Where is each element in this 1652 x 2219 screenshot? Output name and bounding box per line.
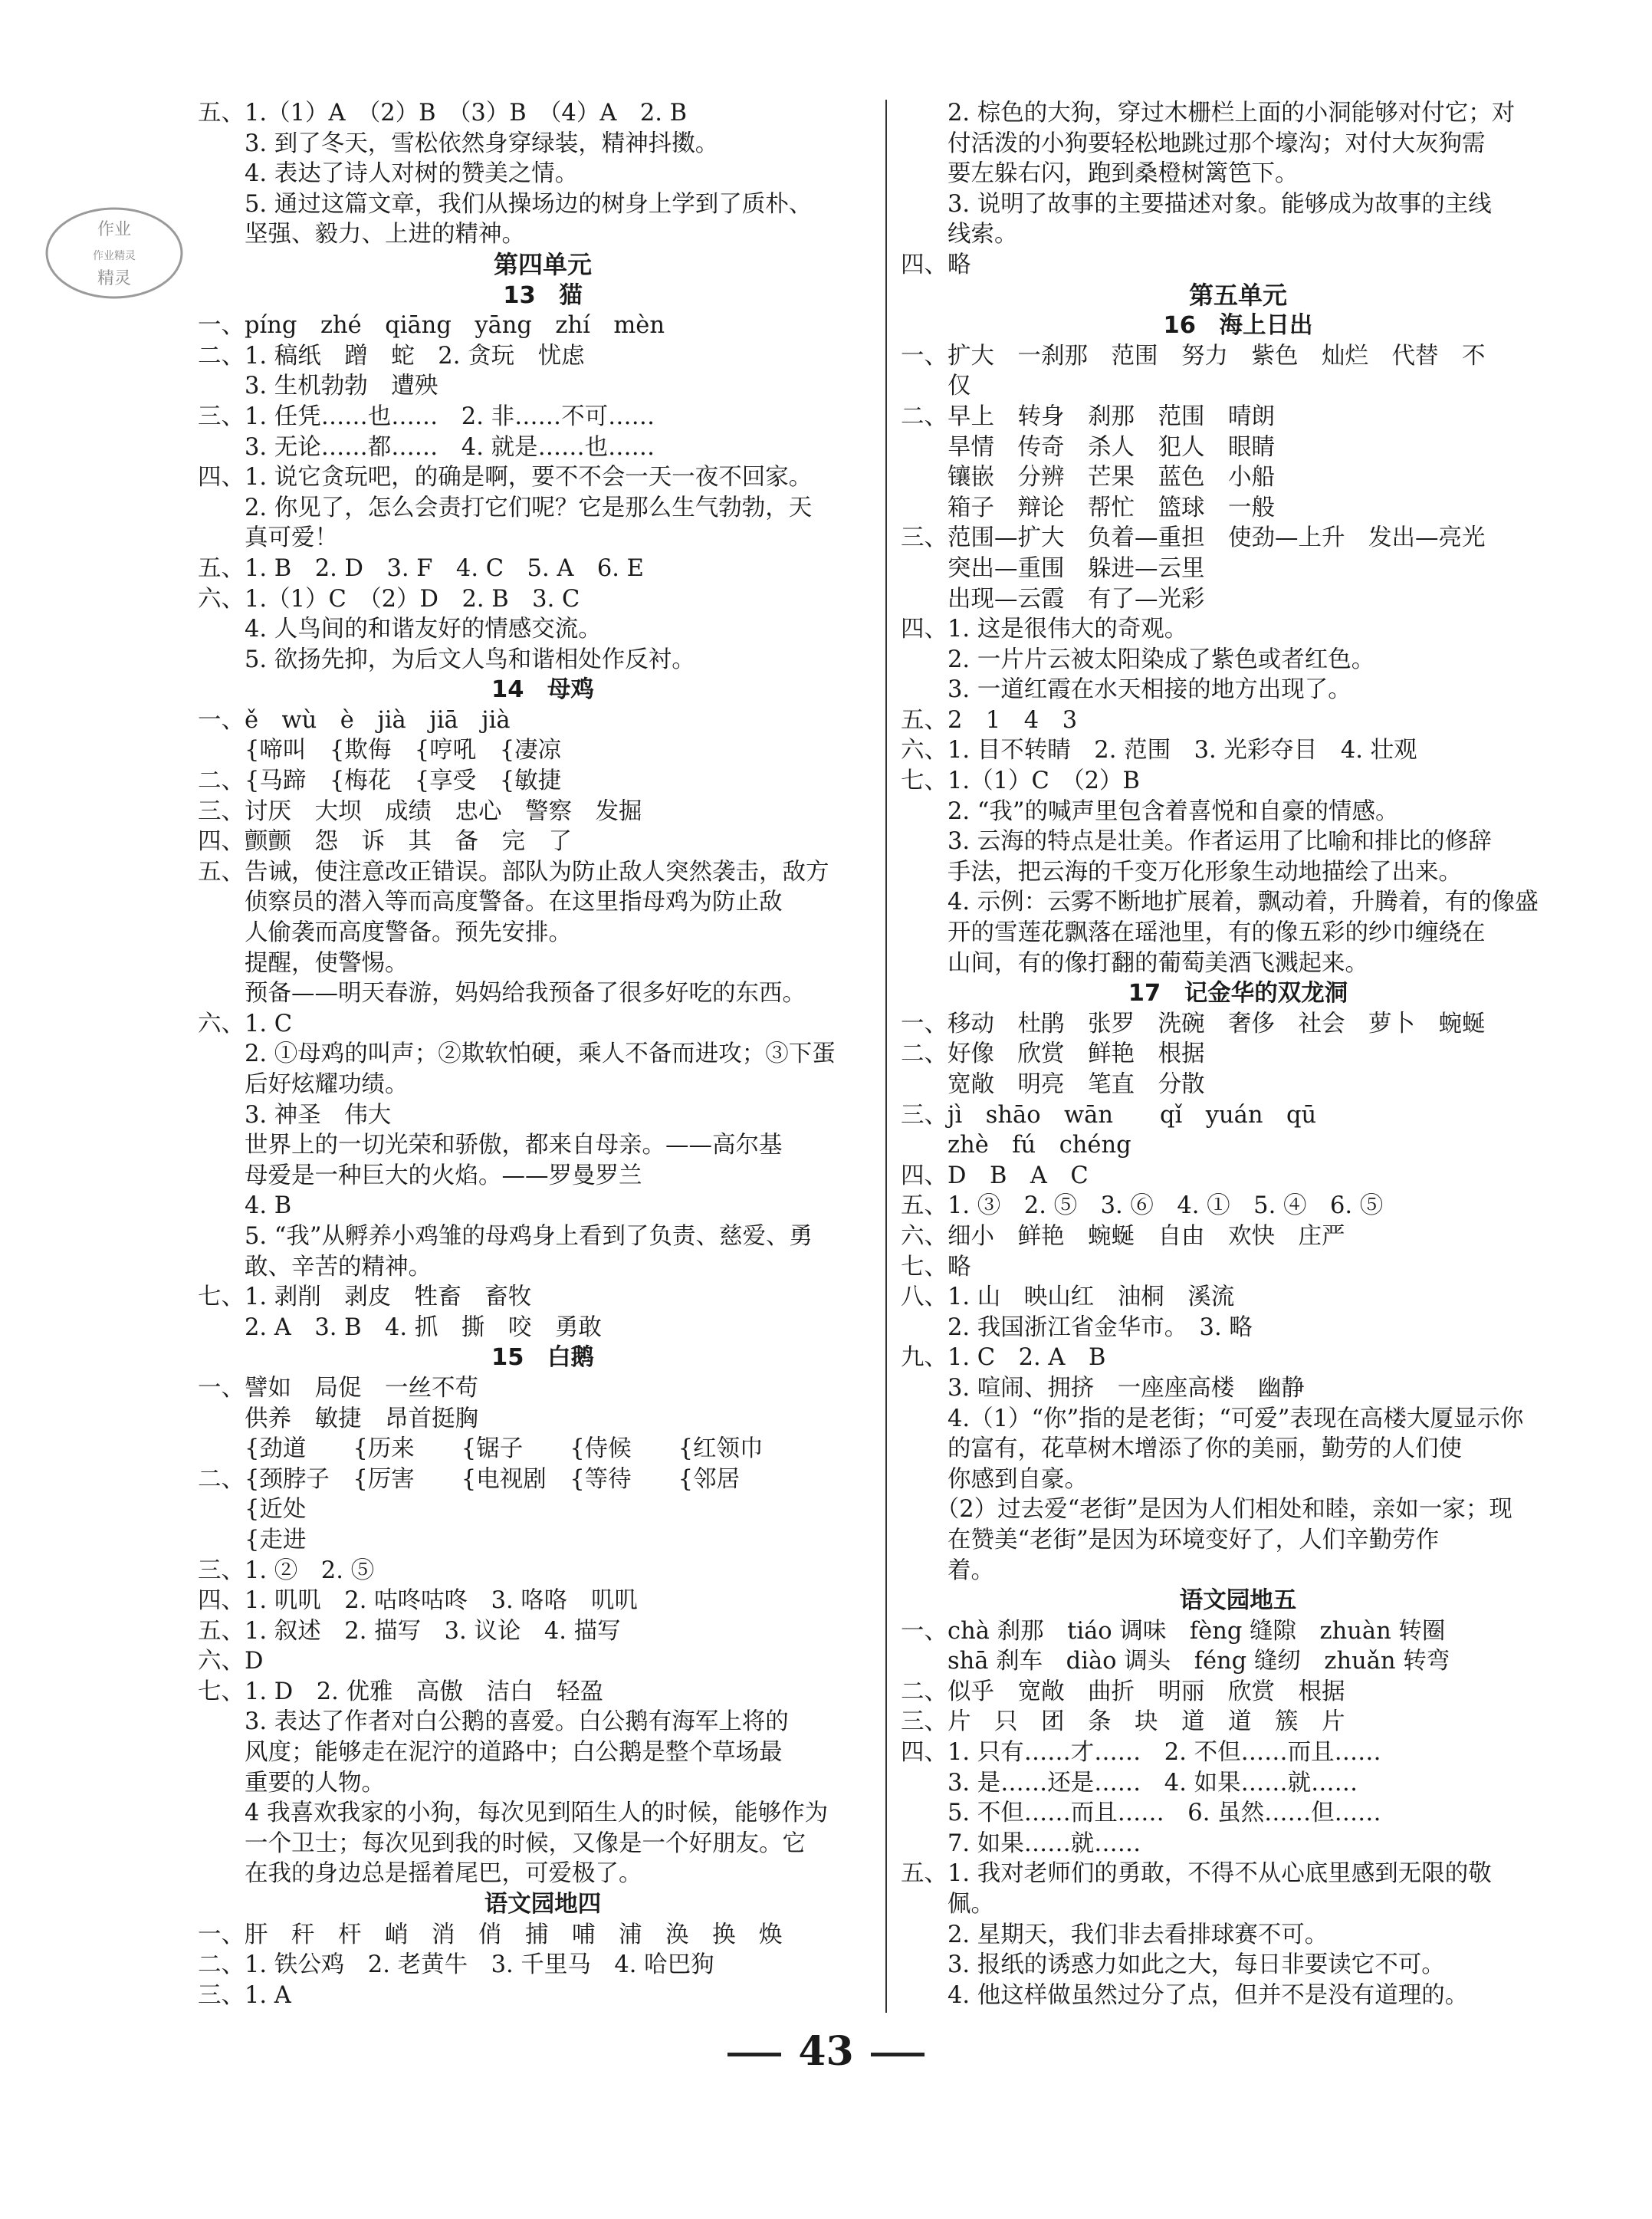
answer-line: {啼叫 {欺侮 {哼吼 {凄凉 [198,737,562,764]
answer-line: 一个卫士；每次见到我的时候，又像是一个好朋友。它 [198,1829,806,1857]
page-number: 43 [798,2028,854,2075]
answer-line: 八、1. 山 映山红 油桐 溪流 [901,1284,1235,1311]
answer-line: 后好炫耀功绩。 [198,1071,409,1098]
answer-line: 3. 报纸的诱惑力如此之大，每日非要读它不可。 [901,1951,1445,1979]
answer-line: 2. 星期天，我们非去看排球赛不可。 [901,1921,1328,1948]
section-heading: 第四单元 [493,249,592,279]
left-answer-column [198,98,888,2010]
answer-line: 五、1. 叙述 2. 描写 3. 议论 4. 描写 [198,1617,621,1645]
answer-line: 三、片 只 团 条 块 道 道 簇 片 [901,1708,1345,1736]
answer-line: 二、1. 铁公鸡 2. 老黄牛 3. 千里马 4. 哈巴狗 [198,1951,714,1979]
answer-line: 3. 喧闹、拥挤 一座座高楼 幽静 [901,1374,1305,1402]
answer-line: 二、似乎 宽敞 曲折 明丽 欣赏 根据 [901,1678,1345,1705]
answer-line: 敢、辛苦的精神。 [198,1253,432,1280]
answer-line: 一、píng zhé qiāng yāng zhí mèn [198,312,665,340]
answer-line: 二、好像 欣赏 鲜艳 根据 [901,1040,1205,1068]
answer-line: 一、移动 杜鹃 张罗 洗碗 奢侈 社会 萝卜 蜿蜒 [901,1010,1486,1037]
answer-line: 着。 [901,1557,994,1584]
answer-line: 4. B [198,1192,292,1220]
answer-line: 突出—重围 躲进—云里 [901,554,1205,582]
answer-line: 七、1. D 2. 优雅 高傲 洁白 轻盈 [198,1678,604,1705]
answer-line: 开的雪莲花飘落在瑶池里，有的像五彩的纱巾缠绕在 [901,919,1486,947]
section-heading: 14 母鸡 [491,676,594,704]
column-divider [885,100,887,2013]
answer-line: 7. 如果……就…… [901,1829,1141,1857]
section-heading: 第五单元 [1188,280,1287,310]
answer-line: 五、1. 我对老师们的勇敢，不得不从心底里感到无限的敬 [901,1860,1492,1888]
answer-line: 侦察员的潜入等而高度警备。在这里指母鸡为防止敌 [198,889,783,916]
answer-line: 4. 表达了诗人对树的赞美之情。 [198,160,579,188]
answer-line: {近处 [198,1496,307,1524]
answer-line: 你感到自豪。 [901,1465,1088,1493]
left-dash [727,2053,781,2056]
section-heading: 语文园地四 [484,1891,602,1918]
answer-line: 3. 到了冬天，雪松依然身穿绿装，精神抖擞。 [198,130,719,157]
answer-line: 三、jì shāo wān qǐ yuán qū [901,1101,1317,1129]
answer-line: 提醒，使警惕。 [198,949,409,977]
answer-line: 付活泼的小狗要轻松地跳过那个壕沟；对付大灰狗需 [901,130,1486,157]
answer-line: 二、早上 转身 刹那 范围 晴朗 [901,403,1275,430]
answer-line: 要左躲右闪，跑到桑橙树篱笆下。 [901,160,1299,188]
answer-line: 四、颤颤 怨 诉 其 备 完 了 [198,828,572,856]
answer-line: 五、告诫，使注意改正错误。部队为防止敌人突然袭击，敌方 [198,858,829,886]
answer-line: 宽敞 明亮 笔直 分散 [901,1071,1205,1098]
answer-line: 3. 一道红霞在水天相接的地方出现了。 [901,676,1351,704]
answer-line: 佩。 [901,1891,994,1918]
section-heading: 16 海上日出 [1163,312,1313,340]
answer-line: 六、1. 目不转睛 2. 范围 3. 光彩夺目 4. 壮观 [901,737,1417,764]
answer-line: 一、chà 刹那 tiáo 调味 fèng 缝隙 zhuàn 转圈 [901,1617,1446,1645]
right-answer-column [901,98,1575,2010]
answer-line: 2. 我国浙江省金华市。 3. 略 [901,1313,1253,1341]
answer-line: 坚强、毅力、上进的精神。 [198,221,525,248]
answer-line: 4. 人鸟间的和谐友好的情感交流。 [198,616,602,643]
answer-line: 五、2 1 4 3 [901,706,1078,734]
answer-line: 仅 [901,373,971,400]
answer-line: 旱情 传奇 杀人 犯人 眼睛 [901,433,1275,461]
answer-line: 3. 生机勃勃 遭殃 [198,373,438,400]
answer-line: 4. 他这样做虽然过分了点，但并不是没有道理的。 [901,1981,1469,2009]
answer-line: 四、1. 叽叽 2. 咕咚咕咚 3. 咯咯 叽叽 [198,1587,638,1615]
answer-line: 五、1. ③ 2. ⑤ 3. ⑥ 4. ① 5. ④ 6. ⑤ [901,1192,1384,1220]
answer-line: 六、D [198,1648,264,1675]
answer-line: 六、1. C [198,1010,293,1037]
answer-line: 3. 无论……都…… 4. 就是……也…… [198,433,655,461]
answer-line: 线索。 [901,221,1018,248]
answer-line: 镶嵌 分辨 芒果 蓝色 小船 [901,464,1275,491]
answer-line: 在我的身边总是摇着尾巴，可爱极了。 [198,1860,642,1888]
section-heading: 语文园地五 [1179,1587,1297,1615]
answer-line: 一、ě wù è jià jiā jià [198,706,511,734]
answer-line: 预备——明天春游，妈妈给我预备了很多好吃的东西。 [198,980,806,1008]
answer-line: 七、1. 剥削 剥皮 牲畜 畜牧 [198,1284,532,1311]
answer-line: 六、1.（1）C （2）D 2. B 3. C [198,585,580,613]
answer-line: 手法，把云海的千变万化形象生动地描绘了出来。 [901,858,1462,886]
answer-line: 在赞美“老街”是因为环境变好了，人们辛勤劳作 [901,1526,1440,1553]
answer-line: 出现—云霞 有了—光彩 [901,585,1205,613]
watermark-stamp [40,198,189,305]
stamp-line2: 作业精灵 [93,250,136,262]
answer-line: 2. 棕色的大狗，穿过木栅栏上面的小洞能够对付它；对 [901,100,1516,127]
answer-line: 3. 是……还是…… 4. 如果……就…… [901,1769,1358,1797]
answer-line: 二、{颈脖子 {厉害 {电视剧 {等待 {邻居 [198,1465,741,1493]
answer-line: 一、譬如 局促 一丝不苟 [198,1374,478,1402]
answer-line: 三、1. ② 2. ⑤ [198,1557,375,1584]
stamp-line1: 作业 [97,220,132,239]
answer-line: 5. 通过这篇文章，我们从操场边的树身上学到了质朴、 [198,190,813,218]
answer-line: 一、肝 秆 杆 峭 消 俏 捕 哺 浦 涣 换 焕 [198,1921,783,1948]
section-heading: 13 猫 [503,281,583,309]
answer-line: 人偷袭而高度警备。预先安排。 [198,919,572,947]
answer-line: 2. ①母鸡的叫声；②欺软怕硬，乘人不备而进攻；③下蛋 [198,1040,836,1068]
answer-line: 4 我喜欢我家的小狗，每次见到陌生人的时候，能够作为 [198,1800,829,1827]
answer-line: 3. 表达了作者对白公鹅的喜爱。白公鹅有海军上将的 [198,1708,789,1736]
answer-line: 三、讨厌 大坝 成绩 忠心 警察 发掘 [198,797,642,825]
answer-line: 母爱是一种巨大的火焰。——罗曼罗兰 [198,1162,642,1189]
answer-line: 箱子 辩论 帮忙 篮球 一般 [901,494,1275,521]
answer-line: {劲道 {历来 {锯子 {侍候 {红领巾 [198,1435,764,1463]
answer-line: 3. 云海的特点是壮美。作者运用了比喻和排比的修辞 [901,828,1492,856]
section-heading: 17 记金华的双龙洞 [1128,980,1348,1008]
answer-line: 2. 你见了，怎么会责打它们呢？它是那么生气勃勃，天 [198,494,813,521]
answer-line: 重要的人物。 [198,1769,385,1797]
answer-line: 三、范围—扩大 负着—重担 使劲—上升 发出—亮光 [901,524,1486,552]
answer-line: 四、1. 这是很伟大的奇观。 [901,616,1188,643]
answer-line: 四、D B A C [901,1162,1089,1189]
answer-line: 4. 示例：云雾不断地扩展着，飘动着，升腾着，有的像盛 [901,889,1539,916]
answer-line: 5. 不但……而且…… 6. 虽然……但…… [901,1800,1381,1827]
answer-line: 山间，有的像打翻的葡萄美酒飞溅起来。 [901,949,1368,977]
answer-line: {走进 [198,1526,307,1553]
answer-line: 真可爱！ [198,524,338,552]
answer-line: 4.（1）“你”指的是老街；“可爱”表现在高楼大厦显示你 [901,1405,1524,1432]
answer-line: 九、1. C 2. A B [901,1344,1106,1372]
answer-line: 四、略 [901,251,971,278]
section-heading: 15 白鹅 [491,1344,594,1372]
answer-line: 5. 欲扬先抑，为后文人鸟和谐相处作反衬。 [198,646,695,673]
answer-line: 七、1.（1）C （2）B [901,768,1140,795]
answer-line: zhè fú chéng [901,1132,1131,1159]
answer-line: 七、略 [901,1253,971,1280]
right-dash [871,2053,925,2056]
answer-line: 一、扩大 一刹那 范围 努力 紫色 灿烂 代替 不 [901,342,1486,370]
answer-line: 风度；能够走在泥泞的道路中；白公鹅是整个草场最 [198,1739,783,1767]
answer-line: 2. “我”的喊声里包含着喜悦和自豪的情感。 [901,797,1399,825]
answer-line: （2）过去爱“老街”是因为人们相处和睦，亲如一家；现 [901,1496,1512,1524]
answer-line: 3. 说明了故事的主要描述对象。能够成为故事的主线 [901,190,1492,218]
answer-line: 四、1. 说它贪玩吧，的确是啊，要不不会一天一夜不回家。 [198,464,813,491]
answer-line: 供养 敏捷 昂首挺胸 [198,1405,478,1432]
answer-line: 的富有，花草树木增添了你的美丽，勤劳的人们使 [901,1435,1462,1463]
answer-line: 二、1. 稿纸 蹭 蛇 2. 贪玩 忧虑 [198,342,585,370]
answer-line: 五、1. B 2. D 3. F 4. C 5. A 6. E [198,554,644,582]
answer-line: 3. 神圣 伟大 [198,1101,392,1129]
answer-line: 三、1. 任凭……也…… 2. 非……不可…… [198,403,655,430]
page-number-footer [0,2028,1652,2075]
answer-line: 三、1. A [198,1981,291,2009]
answer-line: 2. 一片片云被太阳染成了紫色或者红色。 [901,646,1375,673]
answer-line: shā 刹车 diào 调头 féng 缝纫 zhuǎn 转弯 [901,1648,1450,1675]
answer-line: 五、1.（1）A （2）B （3）B （4）A 2. B [198,100,688,127]
answer-line: 二、{马蹄 {梅花 {享受 {敏捷 [198,768,562,795]
answer-line: 六、细小 鲜艳 蜿蜒 自由 欢快 庄严 [901,1222,1345,1250]
answer-line: 2. A 3. B 4. 抓 撕 咬 勇敢 [198,1313,602,1341]
stamp-line3: 精灵 [97,269,132,288]
answer-line: 四、1. 只有……才…… 2. 不但……而且…… [901,1739,1381,1767]
answer-line: 世界上的一切光荣和骄傲，都来自母亲。——高尔基 [198,1132,783,1159]
answer-line: 5. “我”从孵养小鸡雏的母鸡身上看到了负责、慈爱、勇 [198,1222,813,1250]
